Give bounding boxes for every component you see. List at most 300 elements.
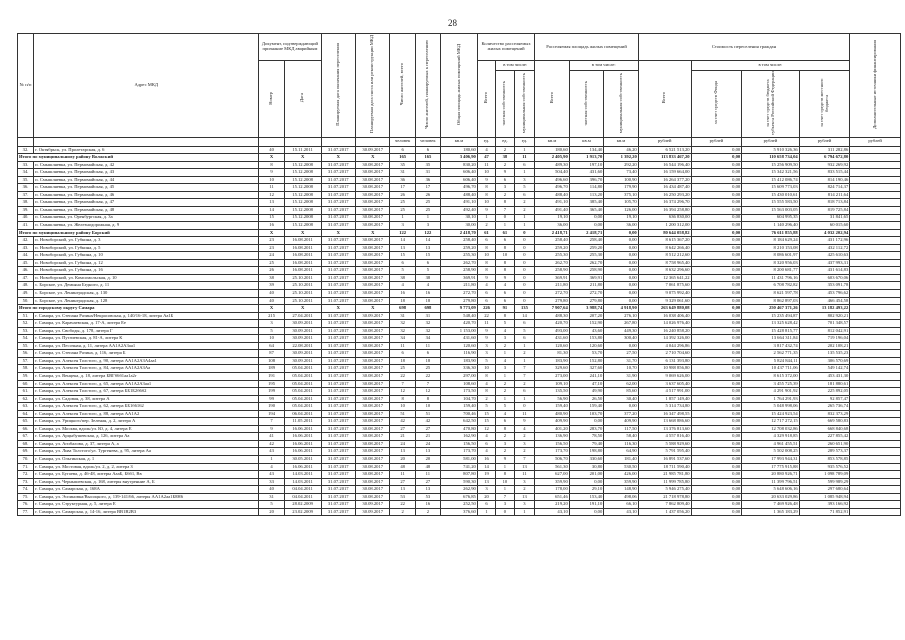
cell-l: 549 142,74 bbox=[799, 365, 850, 373]
table-row bbox=[18, 282, 901, 290]
cell-r1: 25 bbox=[390, 365, 415, 373]
cell-c: 14 bbox=[477, 463, 495, 471]
cell-s1: 53,70 bbox=[569, 350, 603, 358]
cell-r2: 25 bbox=[415, 199, 440, 207]
cell-l: 453 431,30 bbox=[799, 373, 850, 381]
cell-t: 9 069 626,00 bbox=[638, 373, 691, 381]
cell-p2: 30.09.2017 bbox=[355, 508, 389, 516]
cell-c: 9 bbox=[477, 327, 495, 335]
cell-num: 199 bbox=[259, 388, 284, 396]
cell-t: 80 644 058,82 bbox=[638, 229, 691, 237]
cell-s2: 117,50 bbox=[604, 425, 638, 433]
cell-f: 0,00 bbox=[691, 395, 742, 403]
cell-p1: X bbox=[321, 229, 355, 237]
cell-area: 420,70 bbox=[441, 320, 478, 328]
cell-c2: 3 bbox=[514, 176, 535, 184]
cell-r2: 16 bbox=[415, 501, 440, 509]
cell-num: 40 bbox=[259, 486, 284, 494]
cell-date: 25.10.2011 bbox=[284, 289, 321, 297]
cell-s: 109,10 bbox=[535, 380, 569, 388]
table-row bbox=[18, 289, 901, 297]
cell-s: 561,30 bbox=[535, 463, 569, 471]
cell-s: 180,60 bbox=[535, 146, 569, 154]
cell-r1: 6 bbox=[390, 350, 415, 358]
table-row bbox=[18, 342, 901, 350]
cell-b: 4 961 455,51 bbox=[742, 440, 799, 448]
cell-b: 8 210 153,08 bbox=[742, 244, 799, 252]
address-cell: п. Смышляевка, ул. Железнодорожная, д. 9 bbox=[34, 222, 259, 230]
table-row bbox=[18, 365, 901, 373]
cell-num: 1 bbox=[259, 456, 284, 464]
cell-date: 30.09.2011 bbox=[284, 357, 321, 365]
cell-s1: 30,80 bbox=[569, 463, 603, 471]
cell-f: 0,00 bbox=[691, 305, 742, 313]
row-number: 67. bbox=[18, 433, 34, 441]
table-row bbox=[18, 456, 901, 464]
cell-r1: 27 bbox=[390, 425, 415, 433]
cell-l: 1 085 948,94 bbox=[799, 493, 850, 501]
cell-s1: 262,70 bbox=[569, 259, 603, 267]
cell-l: 853 578,85 bbox=[799, 456, 850, 464]
cell-t: 5 946 275,40 bbox=[638, 486, 691, 494]
address-cell: г. Самара, ул. Алексея Толстого, д. 84, литера АА1А2А3Аа bbox=[34, 365, 259, 373]
cell-l: 297 680,64 bbox=[799, 486, 850, 494]
row-number: 70. bbox=[18, 456, 34, 464]
cell-s1: 152,80 bbox=[569, 357, 603, 365]
cell-area: 590,30 bbox=[441, 478, 478, 486]
cell-s1: 26,50 bbox=[569, 395, 603, 403]
row-number: 34. bbox=[18, 169, 34, 177]
cell-c: 9 bbox=[477, 274, 495, 282]
cell-f: 0,00 bbox=[691, 320, 742, 328]
cell-l: 819 725,84 bbox=[799, 206, 850, 214]
cell-num: 5 bbox=[259, 327, 284, 335]
cell-b: 15 342 321,56 bbox=[742, 169, 799, 177]
cell-r1: 16 bbox=[390, 289, 415, 297]
cell-s1: 258,90 bbox=[569, 267, 603, 275]
cell-s2: 0,00 bbox=[604, 229, 638, 237]
cell-f: 0,00 bbox=[691, 486, 742, 494]
row-number: 54. bbox=[18, 335, 34, 343]
cell-l: 833 515,44 bbox=[799, 169, 850, 177]
cell-c2: 11 bbox=[514, 154, 535, 162]
cell-e bbox=[850, 214, 901, 222]
cell-b: 17 775 915,88 bbox=[742, 463, 799, 471]
address-cell: г. Самара, ул. Алексея Толстого, д. 90, литера АА1А2А3А4аа1 bbox=[34, 357, 259, 365]
unit-cell: ед. bbox=[477, 137, 495, 146]
cell-date: 16.08.2011 bbox=[284, 267, 321, 275]
cell-r1: 4 bbox=[390, 282, 415, 290]
cell-p1: 31.07.2017 bbox=[321, 161, 355, 169]
cell-b: 1 365 183,29 bbox=[742, 508, 799, 516]
cell-s: 627,00 bbox=[535, 471, 569, 479]
cell-s: 493,00 bbox=[535, 327, 569, 335]
cell-num: 10 bbox=[259, 335, 284, 343]
cell-area: 104,70 bbox=[441, 395, 478, 403]
table-row bbox=[18, 357, 901, 365]
cell-b: 8 200 681,77 bbox=[742, 267, 799, 275]
cell-e bbox=[850, 289, 901, 297]
cell-c: 3 bbox=[477, 342, 495, 350]
cell-area: 9 773,09 bbox=[441, 305, 478, 313]
cell-num: 215 bbox=[259, 312, 284, 320]
cell-c1: 6 bbox=[496, 289, 514, 297]
row-number: 42. bbox=[18, 237, 34, 245]
cell-c1: 2 bbox=[496, 388, 514, 396]
cell-num: 43 bbox=[259, 448, 284, 456]
cell-f: 0,00 bbox=[691, 244, 742, 252]
cell-r2: 38 bbox=[415, 274, 440, 282]
cell-p1: 31.07.2017 bbox=[321, 403, 355, 411]
address-cell: п. Смышляевка, ул. Пермомайская, д. 43 bbox=[34, 169, 259, 177]
cell-c2: 11 bbox=[514, 471, 535, 479]
unit-cell: кв.м bbox=[441, 137, 478, 146]
cell-c1: 1 bbox=[496, 395, 514, 403]
cell-p2: 30.08.2017 bbox=[355, 410, 389, 418]
cell-t: 8 615 367,20 bbox=[638, 237, 691, 245]
table-row bbox=[18, 184, 901, 192]
cell-c2: 6 bbox=[514, 388, 535, 396]
cell-t: 636 830,00 bbox=[638, 214, 691, 222]
cell-t: 16 250 293,20 bbox=[638, 191, 691, 199]
cell-p2: 30.08.2017 bbox=[355, 403, 389, 411]
cell-e bbox=[850, 388, 901, 396]
cell-e bbox=[850, 274, 901, 282]
cell-num: 33 bbox=[259, 478, 284, 486]
cell-s: 273,00 bbox=[535, 373, 569, 381]
cell-s1: 201,00 bbox=[569, 471, 603, 479]
cell-s2: 276,10 bbox=[604, 312, 638, 320]
cell-c1: 9 bbox=[496, 274, 514, 282]
address-cell: п. Новоборский, ул. Губкина, д. 10 bbox=[34, 252, 259, 260]
header-rooms-municipal: муниципальная собственность bbox=[514, 71, 535, 138]
row-number: 38. bbox=[18, 199, 34, 207]
address-cell: п. Новоборский, ул. Комсомольская, д. 10 bbox=[34, 274, 259, 282]
cell-b: 13 664 311,84 bbox=[742, 335, 799, 343]
cell-f: 0,00 bbox=[691, 403, 742, 411]
cell-c2: 6 bbox=[514, 161, 535, 169]
cell-date: 16.06.2011 bbox=[284, 440, 321, 448]
cell-num: 23 bbox=[259, 237, 284, 245]
cell-t: 8 632 296,60 bbox=[638, 267, 691, 275]
cell-area: 211,80 bbox=[441, 282, 478, 290]
cell-s: 2 405,90 bbox=[535, 154, 569, 162]
cell-l: 31 841,65 bbox=[799, 214, 850, 222]
cell-date: 30.09.2011 bbox=[284, 335, 321, 343]
row-number: 48. bbox=[18, 282, 34, 290]
cell-s: 262,70 bbox=[535, 259, 569, 267]
cell-e bbox=[850, 410, 901, 418]
cell-s1: 279,80 bbox=[569, 297, 603, 305]
row-number: 75. bbox=[18, 493, 34, 501]
header-no: № п/п bbox=[18, 34, 34, 138]
cell-e bbox=[850, 320, 901, 328]
cell-c2: 0 bbox=[514, 252, 535, 260]
cell-num: X bbox=[259, 305, 284, 313]
cell-num: 43 bbox=[259, 471, 284, 479]
cell-s1: 159,40 bbox=[569, 403, 603, 411]
cell-c1: 8 bbox=[496, 471, 514, 479]
cell-s: 43,10 bbox=[535, 508, 569, 516]
cell-c2: 2 bbox=[514, 486, 535, 494]
cell-l: 824 714,37 bbox=[799, 184, 850, 192]
cell-area: 1 153,00 bbox=[441, 327, 478, 335]
cell-num: X bbox=[259, 229, 284, 237]
unit-cell: человек bbox=[415, 137, 440, 146]
cell-s2: 43,10 bbox=[604, 508, 638, 516]
cell-c: 11 bbox=[477, 161, 495, 169]
cell-s2: 36,00 bbox=[604, 222, 638, 230]
cell-date: 30.09.2011 bbox=[284, 320, 321, 328]
row-number: 50. bbox=[18, 297, 34, 305]
cell-c2: 0 bbox=[514, 237, 535, 245]
cell-r2: 42 bbox=[415, 418, 440, 426]
cell-c: 16 bbox=[477, 456, 495, 464]
cell-c2: 0 bbox=[514, 267, 535, 275]
header-cost-total: Всего bbox=[638, 61, 691, 138]
cell-r2: 122 bbox=[415, 229, 440, 237]
cell-c1: 4 bbox=[496, 410, 514, 418]
cell-area: 173,50 bbox=[441, 388, 478, 396]
cell-area: 116,90 bbox=[441, 350, 478, 358]
cell-l: 306 570,69 bbox=[799, 357, 850, 365]
table-row bbox=[18, 206, 901, 214]
table-row bbox=[18, 312, 901, 320]
cell-s: 173,70 bbox=[535, 448, 569, 456]
table-row bbox=[18, 191, 901, 199]
cell-p1: 31.07.2017 bbox=[321, 486, 355, 494]
table-row bbox=[18, 403, 901, 411]
cell-t: 16 159 664,00 bbox=[638, 169, 691, 177]
table-row bbox=[18, 493, 901, 501]
cell-c1: 1 bbox=[496, 350, 514, 358]
cell-c: 3 bbox=[477, 486, 495, 494]
cell-f: 0,00 bbox=[691, 440, 742, 448]
cell-c2: 5 bbox=[514, 184, 535, 192]
cell-f: 0,00 bbox=[691, 425, 742, 433]
cell-s2: 58,40 bbox=[604, 433, 638, 441]
cell-c2: 1 bbox=[514, 146, 535, 154]
cell-s: 489,30 bbox=[535, 161, 569, 169]
cell-p1: 31.07.2017 bbox=[321, 297, 355, 305]
cell-num: 194 bbox=[259, 410, 284, 418]
cell-s: 272,70 bbox=[535, 289, 569, 297]
cell-date: 15.12.2008 bbox=[284, 169, 321, 177]
cell-area: 676,85 bbox=[441, 493, 478, 501]
table-row bbox=[18, 320, 901, 328]
row-number: 44. bbox=[18, 252, 34, 260]
cell-c2: 6 bbox=[514, 191, 535, 199]
cell-date: 14.03.2011 bbox=[284, 478, 321, 486]
cell-date: 16.06.2011 bbox=[284, 433, 321, 441]
address-cell: г. Самара, ул. Арцыбушевская, д. 126, литера Аа bbox=[34, 433, 259, 441]
cell-num: 191 bbox=[259, 373, 284, 381]
cell-num: 9 bbox=[259, 425, 284, 433]
cell-r1: 13 bbox=[390, 244, 415, 252]
cell-r2: 6 bbox=[415, 259, 440, 267]
cell-c1: 7 bbox=[496, 493, 514, 501]
cell-p1: 31.07.2017 bbox=[321, 146, 355, 154]
cell-p1: 31.07.2017 bbox=[321, 478, 355, 486]
cell-f: 0,00 bbox=[691, 191, 742, 199]
cell-s: 259,20 bbox=[535, 244, 569, 252]
cell-p1: 31.07.2017 bbox=[321, 244, 355, 252]
cell-p2: 30.08.2017 bbox=[355, 463, 389, 471]
cell-s2: 0,00 bbox=[604, 244, 638, 252]
cell-num: 13 bbox=[259, 199, 284, 207]
units-row bbox=[18, 137, 901, 146]
unit-cell: рублей bbox=[638, 137, 691, 146]
cell-b: 15 609 773,03 bbox=[742, 184, 799, 192]
cell-l: 719 196,04 bbox=[799, 335, 850, 343]
table-row bbox=[18, 237, 901, 245]
cell-s2: 10,70 bbox=[604, 365, 638, 373]
header-rooms-count: Количество расселяемых жилых помещений bbox=[477, 34, 534, 61]
cell-r2: 15 bbox=[415, 252, 440, 260]
cell-f: 0,00 bbox=[691, 501, 742, 509]
cell-date: 15.12.2008 bbox=[284, 191, 321, 199]
row-number: 68. bbox=[18, 440, 34, 448]
cell-e bbox=[850, 199, 901, 207]
cell-area: 488,40 bbox=[441, 191, 478, 199]
cell-c: 10 bbox=[477, 169, 495, 177]
cell-t: 16 264 377,20 bbox=[638, 176, 691, 184]
cell-b: 8 621 597,78 bbox=[742, 289, 799, 297]
cell-f: 0,00 bbox=[691, 478, 742, 486]
cell-f: 0,00 bbox=[691, 380, 742, 388]
cell-area: 3 406,90 bbox=[441, 154, 478, 162]
table-row bbox=[18, 252, 901, 260]
cell-c: 22 bbox=[477, 312, 495, 320]
table-row bbox=[18, 350, 901, 358]
cell-l: 818 713,84 bbox=[799, 199, 850, 207]
cell-c2: 0 bbox=[514, 259, 535, 267]
cell-p1: 31.07.2017 bbox=[321, 169, 355, 177]
cell-s1: 113,20 bbox=[569, 191, 603, 199]
header-area-total: Общая площадь жилых помещений МКД bbox=[441, 34, 478, 138]
cell-t: 12 365 641,22 bbox=[638, 274, 691, 282]
table-row bbox=[18, 388, 901, 396]
cell-b: 8 086 601,97 bbox=[742, 252, 799, 260]
cell-p1: 31.07.2017 bbox=[321, 357, 355, 365]
cell-r1: 2 bbox=[390, 508, 415, 516]
cell-r2: 26 bbox=[415, 191, 440, 199]
cell-date: 05.04.2011 bbox=[284, 388, 321, 396]
row-number: 57. bbox=[18, 357, 34, 365]
unit-cell: человек bbox=[390, 137, 415, 146]
cell-c1: 3 bbox=[496, 440, 514, 448]
row-number: 76. bbox=[18, 501, 34, 509]
cell-t: 4 557 816,40 bbox=[638, 433, 691, 441]
cell-area: 30,10 bbox=[441, 214, 478, 222]
cell-r1: 6 bbox=[390, 259, 415, 267]
cell-area: 180,60 bbox=[441, 146, 478, 154]
cell-l: 225 892,05 bbox=[799, 388, 850, 396]
cell-f: 0,00 bbox=[691, 289, 742, 297]
cell-s1: 134,40 bbox=[569, 146, 603, 154]
cell-t: 16 374 296,70 bbox=[638, 199, 691, 207]
cell-t: 4 044 296,86 bbox=[638, 342, 691, 350]
cell-num: 11 bbox=[259, 184, 284, 192]
cell-s2: 31,90 bbox=[604, 373, 638, 381]
cell-c1: 6 bbox=[496, 418, 514, 426]
cell-b: 15 424 923,54 bbox=[742, 410, 799, 418]
cell-p2: 30.08.2017 bbox=[355, 297, 389, 305]
cell-area: 162,90 bbox=[441, 433, 478, 441]
cell-p1: 31.07.2017 bbox=[321, 501, 355, 509]
address-cell: г. Самара, ул. Агибалова, д. 37, литера А, а bbox=[34, 440, 259, 448]
cell-f: 0,00 bbox=[691, 252, 742, 260]
cell-c: 12 bbox=[477, 425, 495, 433]
total-label: Итого по городскому округу Самара bbox=[18, 305, 259, 313]
cell-c1: 0 bbox=[496, 214, 514, 222]
cell-p2: 30.08.2017 bbox=[355, 342, 389, 350]
cell-date: 04.04.2011 bbox=[284, 493, 321, 501]
cell-s: 491,10 bbox=[535, 199, 569, 207]
row-number: 33. bbox=[18, 161, 34, 169]
cell-area: 741,20 bbox=[441, 463, 478, 471]
cell-num: 12 bbox=[259, 191, 284, 199]
cell-l: 353 091,78 bbox=[799, 282, 850, 290]
cell-s1: 0,00 bbox=[569, 478, 603, 486]
cell-c1: 8 bbox=[496, 312, 514, 320]
cell-f: 0,00 bbox=[691, 335, 742, 343]
cell-s1: 153,40 bbox=[569, 493, 603, 501]
cell-s1: 1 913,70 bbox=[569, 154, 603, 162]
cell-s2: 377,20 bbox=[604, 410, 638, 418]
cell-c1: 2 bbox=[496, 342, 514, 350]
cell-c1: 8 bbox=[496, 199, 514, 207]
cell-f: 0,00 bbox=[691, 297, 742, 305]
cell-c1: 1 bbox=[496, 373, 514, 381]
cell-c1: 1 bbox=[496, 222, 514, 230]
table-row bbox=[18, 335, 901, 343]
cell-r2: 6 bbox=[415, 350, 440, 358]
cell-area: 2 418,70 bbox=[441, 229, 478, 237]
cell-p2: 30.08.2017 bbox=[355, 418, 389, 426]
cell-f: 0,00 bbox=[691, 214, 742, 222]
cell-s1: 0,00 bbox=[569, 214, 603, 222]
address-cell: п. Смышляевка, ул. Пермомайская, д. 42 bbox=[34, 161, 259, 169]
cell-area: 431,60 bbox=[441, 335, 478, 343]
cell-p2: 30.08.2017 bbox=[355, 448, 389, 456]
cell-r2: 32 bbox=[415, 320, 440, 328]
cell-r1: 13 bbox=[390, 448, 415, 456]
cell-r2: 48 bbox=[415, 463, 440, 471]
cell-t: 16 038 406,40 bbox=[638, 312, 691, 320]
cell-s1: 396,70 bbox=[569, 176, 603, 184]
cell-c: 9 bbox=[477, 335, 495, 343]
cell-l: 932 269,92 bbox=[799, 161, 850, 169]
row-number: 77. bbox=[18, 508, 34, 516]
cell-c: 226 bbox=[477, 305, 495, 313]
table-row bbox=[18, 297, 901, 305]
cell-p2: 30.08.2017 bbox=[355, 478, 389, 486]
cell-r1: 22 bbox=[390, 501, 415, 509]
cell-p1: 31.07.2017 bbox=[321, 365, 355, 373]
cell-c: 8 bbox=[477, 191, 495, 199]
cell-b: 15 428 815,77 bbox=[742, 327, 799, 335]
cell-s2: 498,06 bbox=[604, 493, 638, 501]
cell-t: 16 891 537,60 bbox=[638, 456, 691, 464]
cell-r2: 14 bbox=[415, 237, 440, 245]
cell-c1: 5 bbox=[496, 320, 514, 328]
row-number: 37. bbox=[18, 191, 34, 199]
header-cost-fund: за счет средств Фонда bbox=[691, 71, 742, 138]
cell-l: 453 796,62 bbox=[799, 289, 850, 297]
cell-c1: 0 bbox=[496, 508, 514, 516]
cell-c1: 2 bbox=[496, 380, 514, 388]
